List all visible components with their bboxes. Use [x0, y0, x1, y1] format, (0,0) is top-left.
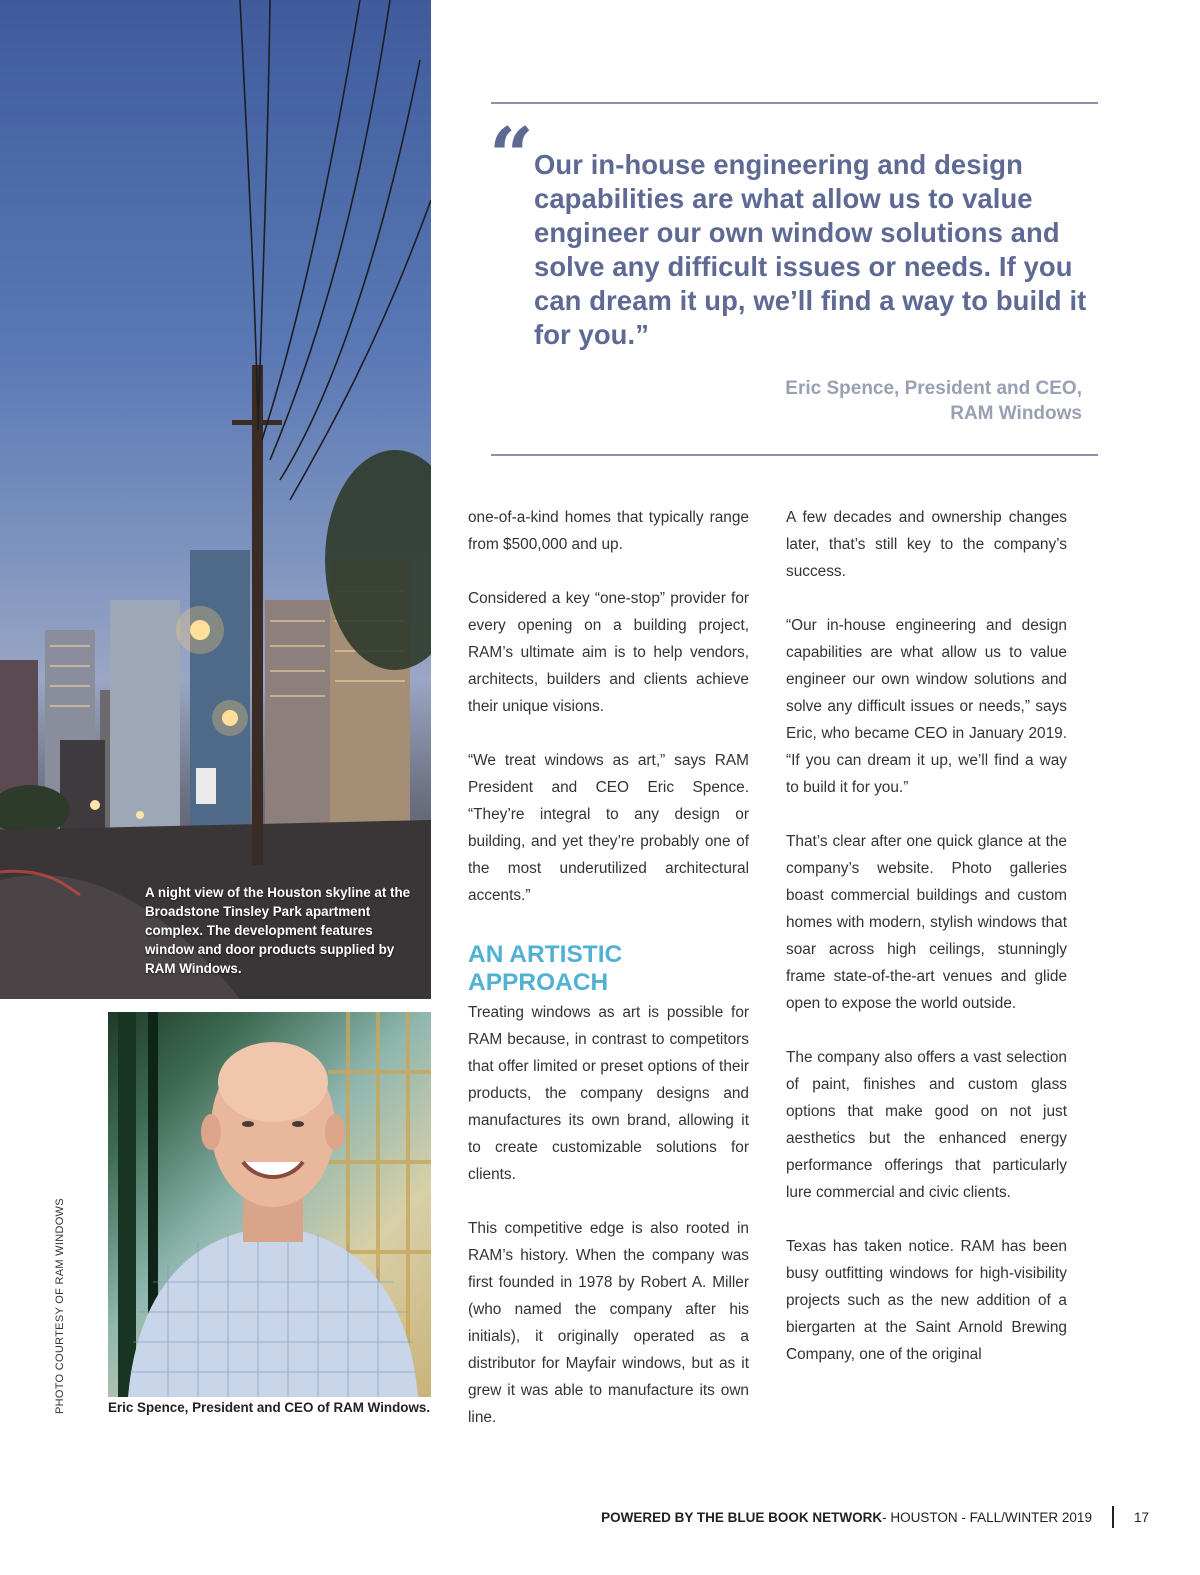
quote-mark-icon: “ [489, 111, 534, 202]
article-column-2 [786, 504, 1067, 1395]
photo-credit: PHOTO COURTESY OF RAM WINDOWS [54, 1198, 66, 1414]
attribution-line-2: RAM Windows [950, 403, 1082, 424]
paragraph: “We treat windows as art,” says RAM President and CEO Eric Spence. “They’re integral to any design or building, and yet they’re probably one of the most underutilized architectural accents.” [468, 752, 749, 904]
portrait-illustration [108, 1012, 431, 1397]
page-number: 17 [1133, 1509, 1149, 1525]
footer-divider [1112, 1506, 1114, 1528]
pull-quote-text: Our in-house engineering and design capabilities are what allow us to value engineer our own window solutions and solve any difficult issues or needs. If you can dream it up, we’ll find a way to build it for you.” [534, 149, 1087, 350]
paragraph: “Our in-house engineering and design capabilities are what allow us to value engineer our own window solutions and solve any difficult issues or needs,” says Eric, who became CEO in January 2019. “If you can dream it up, we’ll find a way to build it for you.” [786, 617, 1067, 796]
pull-quote-attribution [785, 376, 1082, 426]
page-footer [601, 1506, 1149, 1528]
section-heading-line-2: APPROACH [468, 969, 609, 996]
footer-brand: POWERED BY THE BLUE BOOK NETWORK [601, 1509, 883, 1525]
houston-skyline-photo [0, 0, 431, 999]
skyline-photo-caption: A night view of the Houston skyline at the Broadstone Tinsley Park apartment complex. The development features window and door products supplied by RAM Windows. [145, 885, 411, 976]
paragraph: Considered a key “one-stop” provider for every opening on a building project, RAM’s ultimate aim is to help vendors, architects, builders and clients achieve their unique visions. [468, 590, 749, 715]
paragraph: That’s clear after one quick glance at the company’s website. Photo galleries boast commercial buildings and custom homes with modern, stylish windows that soar across high ceilings, stunningly frame state-of-the-art venues and glide open to expose the world outside. [786, 833, 1067, 1012]
eric-spence-portrait-photo [108, 1012, 431, 1397]
pull-quote-top-rule [491, 102, 1098, 104]
paragraph: Texas has taken notice. RAM has been busy outfitting windows for high-visibility projects such as the new addition of a biergarten at the Saint Arnold Brewing Company, one of the original [786, 1238, 1067, 1363]
paragraph: This competitive edge is also rooted in RAM’s history. When the company was first founded in 1978 by Robert A. Miller (who named the company after his initials), it originally operated as a distributor for Mayfair windows, but as it grew it was able to manufacture its own line. [468, 1220, 749, 1426]
paragraph: A few decades and ownership changes later, that’s still key to the company’s success. [786, 509, 1067, 580]
paragraph: Treating windows as art is possible for RAM because, in contrast to competitors that offer limited or preset options of their products, the company designs and manufactures its own brand, allowing it to create customizable solutions for clients. [468, 1004, 749, 1183]
article-column-1 [468, 504, 749, 1458]
footer-edition: - HOUSTON - FALL/WINTER 2019 [882, 1509, 1092, 1525]
attribution-line-1: Eric Spence, President and CEO, [785, 378, 1082, 399]
pull-quote-bottom-rule [491, 454, 1098, 456]
paragraph: one-of-a-kind homes that typically range from $500,000 and up. [468, 509, 749, 553]
skyline-illustration [0, 0, 431, 999]
portrait-photo-caption: Eric Spence, President and CEO of RAM Windows. [108, 1400, 431, 1415]
paragraph: The company also offers a vast selection of paint, finishes and custom glass options that make good on not just aesthetics but the enhanced energy performance offerings that particularly lure commercial and civic clients. [786, 1049, 1067, 1201]
section-heading [468, 941, 749, 997]
section-heading-line-1: AN ARTISTIC [468, 941, 623, 968]
